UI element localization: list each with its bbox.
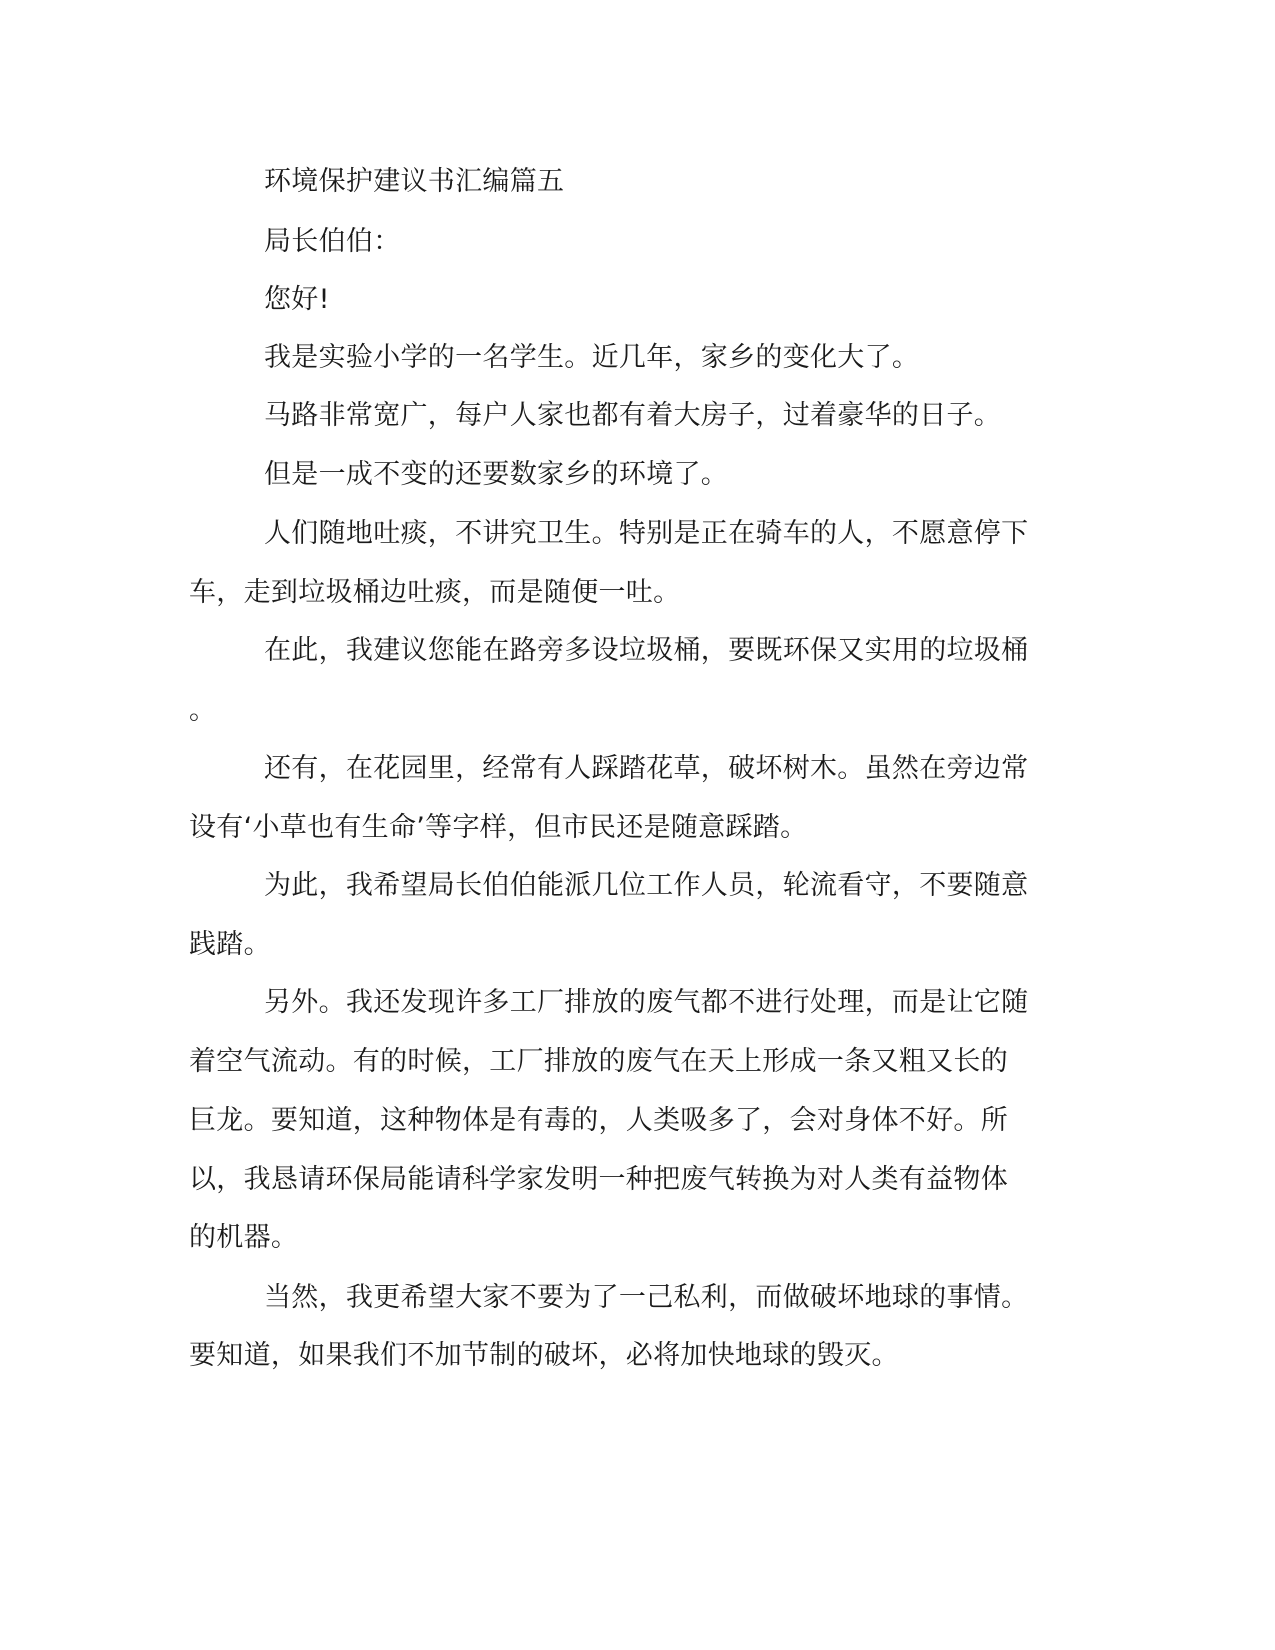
paragraph-line: 人们随地吐痰，不讲究卫生。特别是正在骑车的人，不愿意停下	[264, 518, 1029, 549]
paragraph-line: 以，我恳请环保局能请科学家发明一种把废气转换为对人类有益物体	[189, 1164, 1008, 1195]
paragraph-line: 在此，我建议您能在路旁多设垃圾桶，要既环保又实用的垃圾桶	[264, 635, 1029, 666]
salutation: 局长伯伯：	[264, 226, 401, 257]
paragraph-line: 设有‘小草也有生命’等字样，但市民还是随意踩踏。	[189, 812, 808, 843]
paragraph-line: 但是一成不变的还要数家乡的环境了。	[264, 459, 729, 490]
paragraph-line: 车，走到垃圾桶边吐痰，而是随便一吐。	[189, 577, 681, 608]
paragraph-line: 巨龙。要知道，这种物体是有毒的，人类吸多了，会对身体不好。所	[189, 1105, 1008, 1136]
paragraph-line: 着空气流动。有的时候，工厂排放的废气在天上形成一条又粗又长的	[189, 1046, 1008, 1077]
paragraph-line: 还有，在花园里，经常有人踩踏花草，破坏树木。虽然在旁边常	[264, 753, 1029, 784]
paragraph-line: 为此，我希望局长伯伯能派几位工作人员，轮流看守，不要随意	[264, 870, 1029, 901]
paragraph-line: 我是实验小学的一名学生。近几年，家乡的变化大了。	[264, 342, 920, 373]
paragraph-line: 践踏。	[189, 929, 271, 960]
document-title: 环境保护建议书汇编篇五	[264, 166, 565, 197]
paragraph-line: 要知道，如果我们不加节制的破坏，必将加快地球的毁灭。	[189, 1340, 899, 1371]
greeting: 您好!	[264, 284, 330, 315]
paragraph-line: 。	[189, 695, 217, 726]
paragraph-line: 马路非常宽广，每户人家也都有着大房子，过着豪华的日子。	[264, 400, 1002, 431]
paragraph-line: 的机器。	[189, 1222, 299, 1253]
paragraph-line: 当然，我更希望大家不要为了一己私利，而做破坏地球的事情。	[264, 1282, 1029, 1313]
paragraph-line: 另外。我还发现许多工厂排放的废气都不进行处理，而是让它随	[264, 987, 1029, 1018]
